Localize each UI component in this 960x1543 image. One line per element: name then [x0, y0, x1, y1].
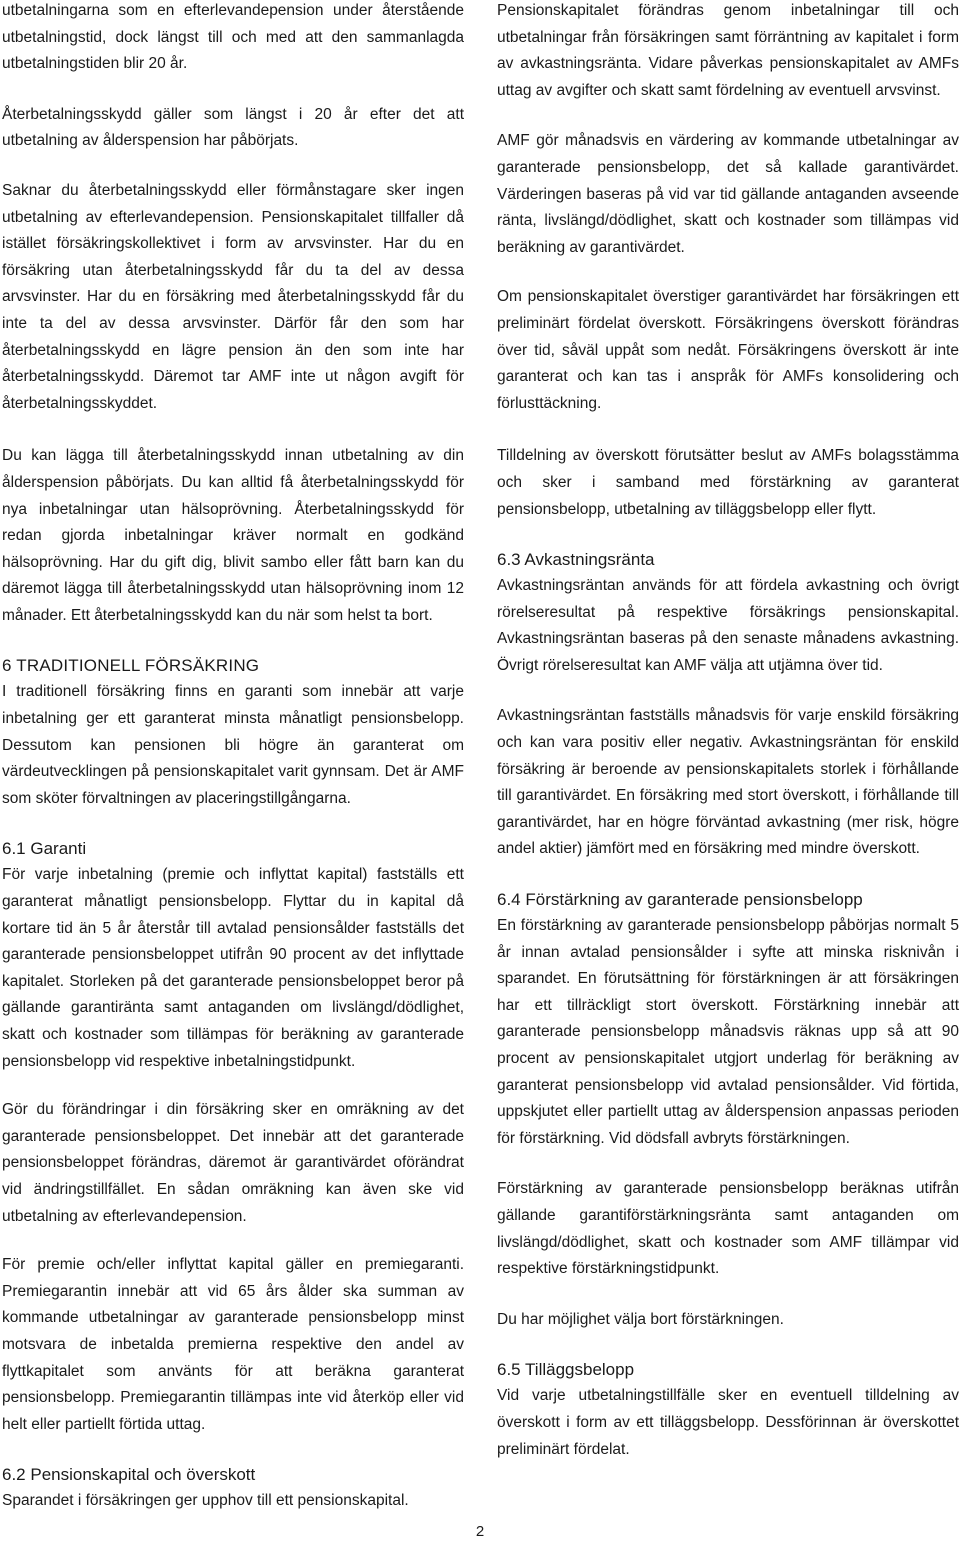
paragraph: Förstärkning av garanterade pensionsbelopp beräknas utifrån gällande garantiförstärkningsränta samt antaganden om livslängd/dödlighet, skatt och kostnader som AMF tillämpar vid respektive förstärkningstidpunkt.: [497, 1180, 959, 1278]
paragraph: Avkastningsräntan fastställs månadsvis för varje enskild försäkring och kan vara positiv eller negativ. Avkastningsräntan för enskild försäkring är beroende av pensionskapitalets storlek i förhållande till garantivärdet. En försäkring med stort överskott, i förhållande till garantivärdet, har en högre förväntad avkastning (mer risk, högre andel aktier) jämfört med en försäkring med mindre överskott.: [497, 707, 959, 858]
subsection-heading: 6.5 Tilläggsbelopp: [497, 1360, 635, 1380]
paragraph: Avkastningsräntan används för att fördela avkastning och övrigt rörelseresultat på respektive försäkrings pensionskapital. Avkastningsräntan baseras på den senaste månadens avkastning. Övrigt rörelseresultat kan AMF välja att utjämna över tid.: [497, 577, 959, 674]
right-column: [497, 0, 959, 1463]
paragraph: Vid varje utbetalningstillfälle sker en eventuell tilldelning av överskott i form av ett tilläggsbelopp. Dessförinnan är överskottet preliminärt fördelat.: [497, 1387, 959, 1458]
section-heading: 6 TRADITIONELL FÖRSÄKRING: [2, 656, 260, 676]
subsection-heading: 6.1 Garanti: [2, 839, 87, 859]
paragraph: I traditionell försäkring finns en garanti som innebär att varje inbetalning ger ett garanterat minsta månatligt pensionsbelopp. Dessutom kan pensionen bli högre än garanterat om värdeutvecklingen på pensionskapitalet varit gynnsam. Det är AMF som sköter förvaltningen av placeringstillgångarna.: [2, 683, 464, 807]
paragraph: Pensionskapitalet förändras genom inbetalningar till och utbetalningar från försäkringen samt förräntning av kapitalet i form av avkastningsränta. Vidare påverkas pensionskapitalet av AMFs uttag av avgifter och skatt samt fördelning av eventuell arvsvinst.: [497, 2, 959, 99]
subsection-heading: 6.2 Pensionskapital och överskott: [2, 1465, 256, 1485]
subsection-heading: 6.4 Förstärkning av garanterade pensionsbelopp: [497, 890, 863, 910]
page-number: 2: [475, 1523, 485, 1540]
paragraph: För varje inbetalning (premie och inflyttat kapital) fastställs ett garanterat månatligt pensionsbelopp. Flyttar du in kapital då kortare tid än 5 år återstår till avtalad pensionsålder fastställs det garanterade pensionsbeloppet utifrån 90 procent av det inflyttade kapitalet. Storleken på det garanterade pensionsbeloppet beror på gällande garantiränta samt antaganden om livslängd/dödlighet, skatt och kostnader som tillämpas för beräkning av garanterade pensionsbelopp vid respektive inbetalningstidpunkt.: [2, 866, 464, 1070]
paragraph: utbetalningarna som en efterlevandepension under återstående utbetalningstid, dock längst till och med att den sammanlagda utbetalningstiden blir 20 år.: [2, 2, 464, 73]
paragraph: Du har möjlighet välja bort förstärkningen.: [497, 1310, 784, 1328]
paragraph: För premie och/eller inflyttat kapital gäller en premiegaranti. Premiegarantin innebär att vid 65 års ålder ska summan av kommande utbetalningar av garanterade pensionsbelopp minst motsvara de inbetalda premierna respektive den andel av flyttkapitalet som använts för att beräkna garanterat pensionsbelopp. Premiegarantin tillämpas inte vid återköp eller vid helt eller partiellt förtida uttag.: [2, 1256, 464, 1433]
paragraph: Du kan lägga till återbetalningsskydd innan utbetalning av din ålderspension påbörjats. Du kan alltid få återbetalningsskydd för nya inbetalningar utan hälsoprövning. Återbetalningsskydd för redan gjorda inbetalningar kräver normalt en godkänd hälsoprövning. Har du gift dig, blivit sambo eller fått barn kan du däremot lägga till återbetalningsskydd utan hälsoprövning inom 12 månader. Ett återbetalningsskydd kan du när som helst ta bort.: [2, 447, 464, 624]
paragraph: AMF gör månadsvis en värdering av kommande utbetalningar av garanterade pensionsbelopp, det så kallade garantivärdet. Värderingen baseras på vid var tid gällande antaganden avseende ränta, livslängd/dödlighet, skatt och kostnader som tillämpas vid beräkning av garantivärdet.: [497, 132, 959, 256]
paragraph: Gör du förändringar i din försäkring sker en omräkning av det garanterade pensionsbeloppet. Det innebär att det garanterade pensionsbeloppet förändras, däremot är garantivärdet oförändrat vid ändringstillfället. En sådan omräkning kan även ske vid utbetalning av efterlevandepension.: [2, 1101, 464, 1225]
paragraph: Sparandet i försäkringen ger upphov till ett pensionskapital.: [2, 1492, 409, 1510]
subsection-heading: 6.3 Avkastningsränta: [497, 550, 655, 570]
paragraph: En förstärkning av garanterade pensionsbelopp påbörjas normalt 5 år innan avtalad pensionsålder i syfte att minska risknivån i sparandet. En förutsättning för förstärkningen är att försäkringen har ett tillräckligt stort överskott. Förstärkning innebär att garanterade pensionsbelopp månadsvis räknas upp så att 90 procent av pensionskapitalet utgjort underlag för beräkning av garanterat pensionsbelopp vid avtalad pensionsålder. Vid förtida, uppskjutet eller partiellt uttag av ålderspension anpassas perioden för förstärkning. Vid dödsfall avbryts förstärkningen.: [497, 917, 959, 1147]
paragraph: Återbetalningsskydd gäller som längst i 20 år efter det att utbetalning av ålderspension har påbörjats.: [2, 105, 464, 150]
paragraph: Tilldelning av överskott förutsätter beslut av AMFs bolagsstämma och sker i samband med förstärkning av garanterat pensionsbelopp, utbetalning av tilläggsbelopp eller flytt.: [497, 447, 959, 518]
paragraph: Saknar du återbetalningsskydd eller förmånstagare sker ingen utbetalning av efterlevandepension. Pensionskapitalet tillfaller då istället försäkringskollektivet i form av arvsvinster. Har du en försäkring utan återbetalningsskydd får du ta del av dessa arvsvinster. Har du en försäkring med återbetalningsskydd får du inte ta del av dessa arvsvinster. Därför får den som har återbetalningsskydd en lägre pension än den som inte har återbetalningsskydd. Däremot tar AMF inte ut någon avgift för återbetalningsskyddet.: [2, 181, 464, 412]
paragraph: Om pensionskapitalet överstiger garantivärdet har försäkringen ett preliminärt fördelat överskott. Försäkringens överskott förändras över tid, såväl uppåt som nedåt. Försäkringens överskott är inte garanterat och kan tas i anspråk för AMFs konsolidering och förlusttäckning.: [497, 288, 959, 412]
left-column: [2, 0, 464, 1515]
